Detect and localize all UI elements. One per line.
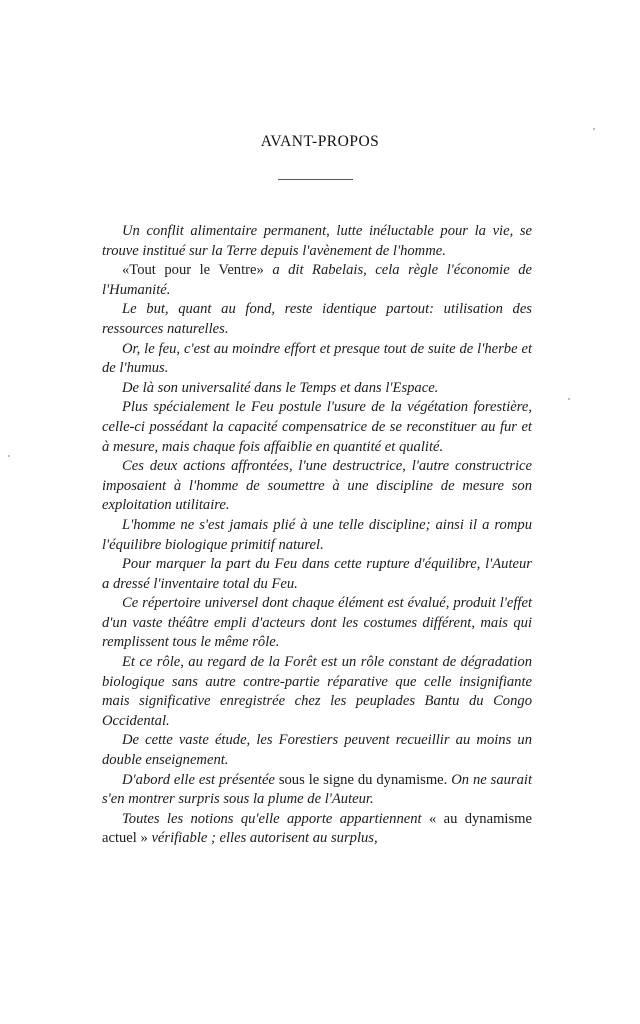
paragraph: Ce répertoire universel dont chaque élément est évalué, produit l'effet d'un vaste théâtre empli d'acteurs dont les costumes différent, mais qui remplissent tous le même rôle. [102, 595, 532, 651]
paragraph: Le but, quant au fond, reste identique partout: utilisation des ressources naturelles. [102, 301, 532, 337]
scan-speck [568, 398, 570, 400]
scan-speck [593, 128, 595, 130]
paragraph: De cette vaste étude, les Forestiers peuvent recueillir au moins un double enseignement. [102, 732, 532, 769]
paragraph: L'homme ne s'est jamais plié à une telle discipline; ainsi il a rompu l'équilibre biologique primitif naturel. [102, 516, 532, 553]
paragraph: Et ce rôle, au regard de la Forêt est un rôle constant de dégradation biologique sans autre contre-partie réparative que celle insignifiante mais significative enregistrée chez les peuplades Bantu du Congo Occidental. [102, 654, 532, 729]
paragraph: Un conflit alimentaire permanent, lutte inéluctable pour la vie, se trouve institué sur la Terre depuis l'avènement de l'homme. [102, 223, 532, 259]
paragraph-text-upright: « au dynamisme actuel » [102, 810, 532, 847]
paragraph [102, 810, 532, 849]
scan-speck [8, 455, 10, 457]
paragraph-text: a dit Rabelais, cela règle l'économie de l'Humanité. [102, 262, 532, 298]
paragraph-text: vérifiable ; elles autorisent au surplus, [151, 830, 378, 847]
paragraph-text: Toutes les notions qu'elle apporte appartiennent [122, 810, 429, 827]
paragraph [102, 261, 532, 300]
paragraph: Pour marquer la part du Feu dans cette rupture d'équilibre, l'Auteur a dressé l'inventaire total du Feu. [102, 556, 532, 592]
page-title: AVANT-PROPOS [260, 133, 380, 150]
paragraph-text: D'abord elle est présentée [122, 771, 275, 788]
rabelais-quote: «Tout pour le Ventre» [122, 262, 264, 279]
paragraph: Plus spécialement le Feu postule l'usure de la végétation forestière, celle-ci possédant la capacité compensatrice de se reconstituer au fur et à mesure, mais chaque fois affaiblie en quantité et qualité. [102, 399, 532, 455]
paragraph-text: On ne saurait s'en montrer surpris sous la plume de l'Auteur. [102, 771, 532, 808]
foreword-body [102, 222, 532, 849]
paragraph-text-upright: sous le signe du dynamisme. [274, 771, 452, 788]
title-divider [278, 179, 353, 180]
paragraph [102, 771, 532, 810]
paragraph: De là son universalité dans le Temps et dans l'Espace. [122, 379, 439, 396]
paragraph: Ces deux actions affrontées, l'une destructrice, l'autre constructrice imposaient à l'homme de soumettre à une discipline de mesure son exploitation utilitaire. [102, 458, 532, 514]
paragraph: Or, le feu, c'est au moindre effort et presque tout de suite de l'herbe et de l'humus. [102, 340, 532, 377]
